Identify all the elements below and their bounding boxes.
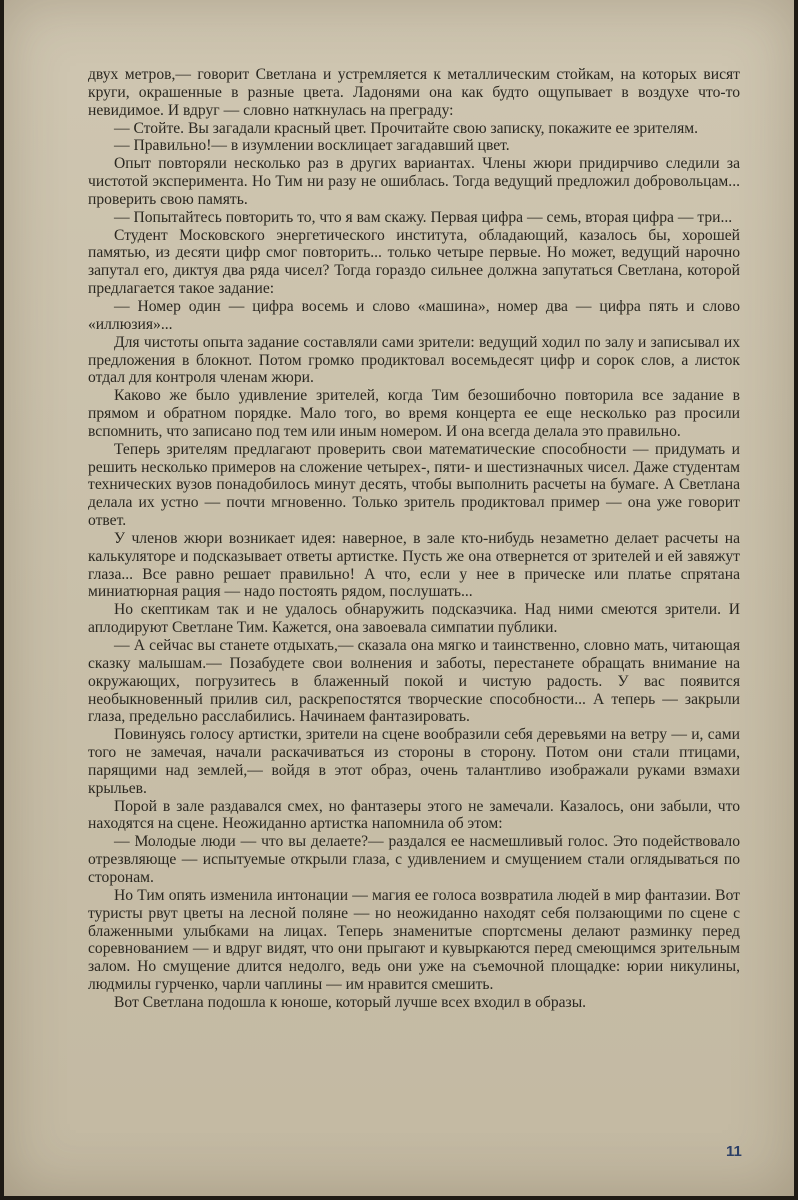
book-page [4,0,794,1196]
paragraph: Но Тим опять изменила интонации — магия ее голоса возвратила людей в мир фантазии. Вот туристы рвут цветы на лесной поляне — но неожиданно находят себя ползающими по сцене с блаженными улыбками на лицах. Теперь знаменитые спортсмены делают разминку перед соревнованием — и вдруг видят, что они прыгают и кувыркаются перед смеющимся зрительным залом. Но смущение длится недолго, ведь они уже на съемочной площадке: юрии никулины, людмилы гурченко, чарли чаплины — им нравится смешить. [88,886,740,994]
paragraph: Опыт повторяли несколько раз в других вариантах. Члены жюри придирчиво следили за чистотой эксперимента. Но Тим ни разу не ошиблась. Тогда ведущий предложил добровольцам... проверить свою память. [88,155,740,208]
paragraph: У членов жюри возникает идея: наверное, в зале кто-нибудь незаметно делает расчеты на калькуляторе и подсказывает ответы артистке. Пусть же она отвернется от зрителей и ей завяжут глаза... Все равно решает правильно! А что, если у нее в прическе или платье спрятана миниатюрная рация — надо постоять рядом, послушать... [88,529,740,601]
paragraph: Вот Светлана подошла к юноше, который лучше всех входил в образы. [114,993,587,1011]
paragraph: — А сейчас вы станете отдыхать,— сказала она мягко и таинственно, словно мать, читающая сказку малышам.— Позабудете свои волнения и заботы, перестанете обращать внимание на окружающих, погрузитесь в блаженный покой и чистую радость. У вас появится необыкновенный прилив сил, раскрепостятся творческие способности... А теперь — закрыли глаза, предельно расслабились. Начинаем фантазировать. [88,637,740,726]
body-text [88,66,740,1012]
paragraph: Порой в зале раздавался смех, но фантазеры этого не замечали. Казалось, они забыли, что находятся на сцене. Неожиданно артистка напомнила об этом: [88,797,740,833]
page-number: 11 [726,1143,742,1160]
paragraph: — Правильно!— в изумлении восклицает загадавший цвет. [114,137,510,155]
paragraph: Повинуясь голосу артистки, зрители на сцене вообразили себя деревьями на ветру — и, сами того не замечая, начали раскачиваться из стороны в сторону. Потом они стали птицами, парящими над землей,— войдя в этот образ, очень талантливо изображали руками взмахи крыльев. [88,726,740,797]
paragraph: Каково же было удивление зрителей, когда Тим безошибочно повторила все задание в прямом и обратном порядке. Мало того, во время концерта ее еще несколько раз просили вспомнить, что записано под тем или иным номером. И она всегда делала это правильно. [88,387,740,440]
paragraph: Но скептикам так и не удалось обнаружить подсказчика. Над ними смеются зрители. И аплодируют Светлане Тим. Кажется, она завоевала симпатии публики. [88,601,740,637]
paragraph: Студент Московского энергетического института, обладающий, казалось бы, хорошей памятью, из десяти цифр смог повторить... только четыре первые. Но может, ведущий нарочно запутал его, диктуя два ряда чисел? Тогда гораздо сильнее должна запутаться Светлана, которой предлагается такое задание: [88,226,740,298]
paragraph: Для чистоты опыта задание составляли сами зрители: ведущий ходил по залу и записывал их предложения в блокнот. Потом громко продиктовал восемьдесят цифр и сорок слов, а листок отдал для контроля членам жюри. [88,333,740,387]
paragraph: — Стойте. Вы загадали красный цвет. Прочитайте свою записку, покажите ее зрителям. [114,119,699,137]
paragraph: двух метров,— говорит Светлана и устремляется к металлическим стойкам, на которых висят круги, окрашенные в разные цвета. Ладонями она как будто ощупывает в воздухе что-то невидимое. И вдруг — словно наткнулась на преграду: [88,66,740,119]
paragraph: Теперь зрителям предлагают проверить свои математические способности — придумать и решить несколько примеров на сложение четырех-, пяти- и шестизначных чисел. Даже студентам технических вузов понадобилось минут десять, чтобы выполнить расчеты на бумаге. А Светлана делала их устно — почти мгновенно. Только зритель продиктовал пример — она уже говорит ответ. [88,440,740,530]
paragraph: — Попытайтесь повторить то, что я вам скажу. Первая цифра — семь, вторая цифра — три... [114,208,733,226]
paragraph: — Молодые люди — что вы делаете?— раздался ее насмешливый голос. Это подействовало отрезвляюще — испытуемые открыли глаза, с удивлением и смущением стали оглядываться по сторонам. [88,833,740,886]
paragraph: — Номер один — цифра восемь и слово «машина», номер два — цифра пять и слово «иллюзия»... [88,297,740,333]
